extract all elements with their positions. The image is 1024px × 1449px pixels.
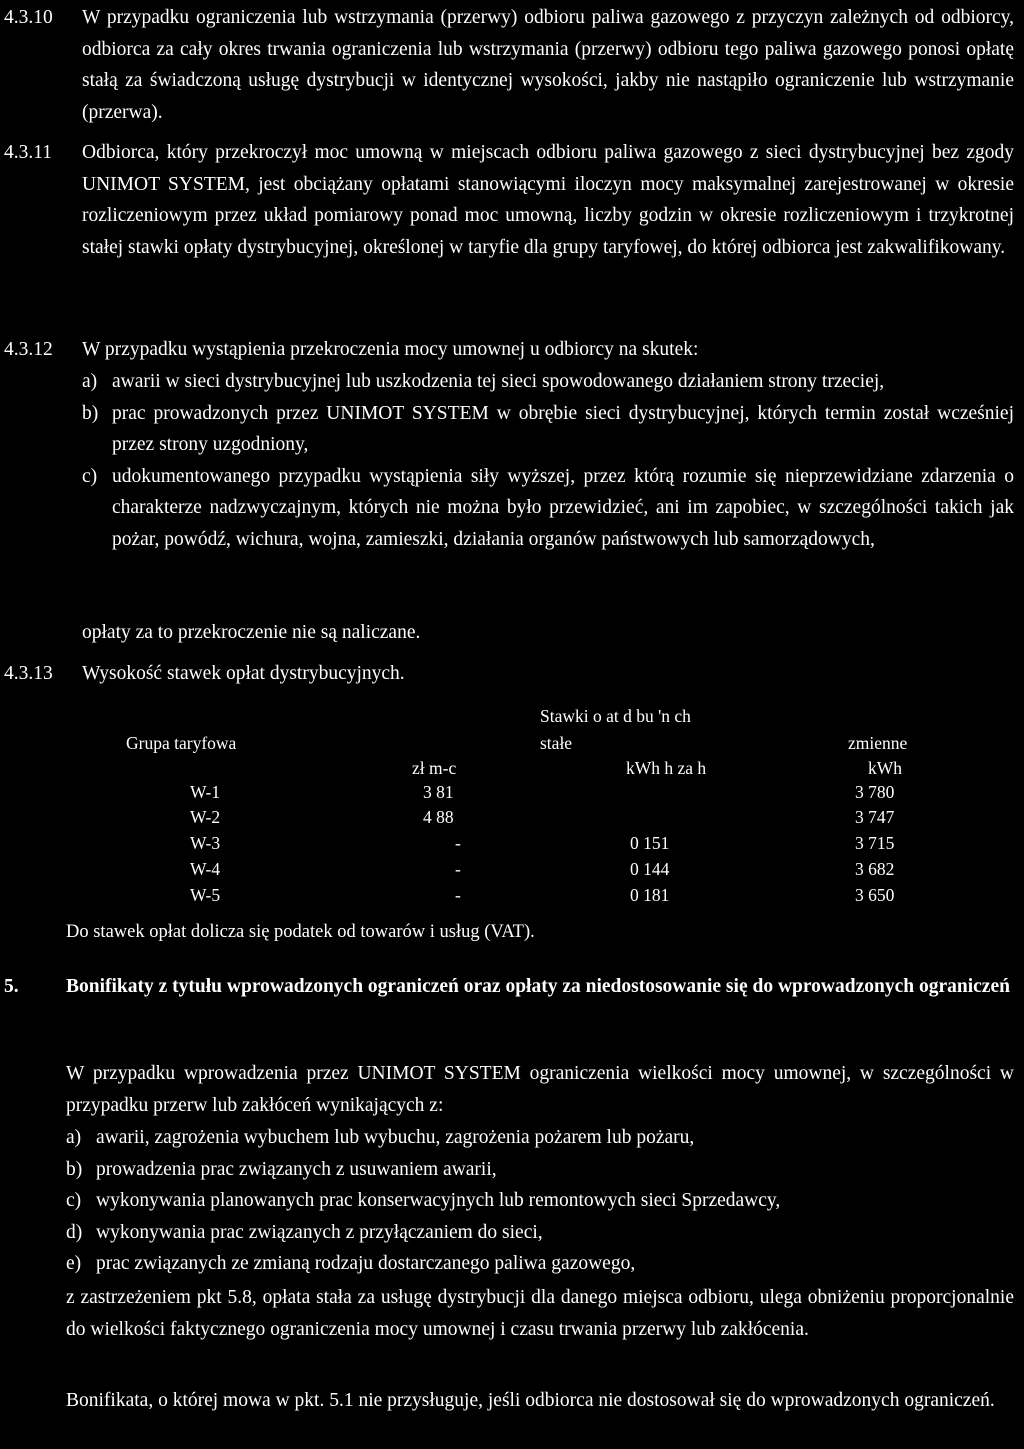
section-5-last-paragraph: Bonifikata, o której mowa w pkt. 5.1 nie przysługuje, jeśli odbiorca nie dostosował się do wprowadzonych ograniczeń.: [66, 1390, 995, 1411]
table-cell-group: W-1: [190, 782, 221, 802]
list-item-text: wykonywania planowanych prac konserwacyjnych lub remontowych sieci Sprzedawcy,: [96, 1190, 781, 1211]
list-item: [66, 1185, 1014, 1217]
list-item-label: c): [82, 465, 98, 487]
list-item-text: prowadzenia prac związanych z usuwaniem awarii,: [96, 1158, 497, 1180]
table-cell-fixed-b: 0 181: [630, 885, 670, 905]
section-5-title: Bonifikaty z tytułu wprowadzonych ograniczeń oraz opłaty za niedostosowanie się do wprowadzonych ograniczeń: [66, 976, 1010, 997]
table-header-variable: zmienne: [848, 733, 908, 753]
table-cell-variable: 3 650: [855, 885, 895, 905]
paragraph-4-3-13-text: Wysokość stawek opłat dystrybucyjnych.: [82, 663, 405, 684]
table-cell-group: W-2: [190, 807, 221, 827]
table-cell-fixed-b: 0 144: [630, 859, 670, 879]
table-header-fixed: stałe: [540, 733, 573, 753]
list-item: [66, 1154, 1014, 1186]
paragraph-4-3-12-list: [82, 366, 1014, 555]
paragraph-number-4-3-12: 4.3.12: [4, 339, 53, 360]
section-5-list: [66, 1122, 1014, 1280]
table-cell-variable: 3 682: [855, 859, 895, 879]
paragraph-number-4-3-11: 4.3.11: [4, 142, 53, 163]
paragraph-number-4-3-13: 4.3.13: [4, 663, 53, 684]
list-item: [82, 398, 1014, 461]
table-unit-variable: kWh: [868, 758, 903, 778]
table-cell-fixed-b: 0 151: [630, 833, 670, 853]
list-item: [82, 461, 1014, 556]
list-item-text: wykonywania prac związanych z przyłączaniem do sieci,: [96, 1221, 543, 1243]
table-cell-fixed-a: -: [455, 833, 461, 853]
table-cell-fixed-a: -: [455, 859, 461, 879]
list-item-label: b): [82, 402, 99, 424]
list-item: [66, 1248, 1014, 1280]
table-cell-variable: 3 715: [855, 833, 895, 853]
section-number-5: 5.: [4, 976, 19, 997]
table-cell-fixed-a: 4 88: [423, 807, 454, 827]
list-item-label: b): [66, 1158, 83, 1180]
list-item-text: prac prowadzonych przez UNIMOT SYSTEM w obrębie sieci dystrybucyjnej, których termin został wcześniej przez strony uzgodniony,: [112, 402, 1014, 455]
table-cell-variable: 3 747: [855, 807, 895, 827]
table-note: Do stawek opłat dolicza się podatek od towarów i usług (VAT).: [66, 922, 535, 942]
list-item-label: e): [66, 1253, 82, 1274]
table-unit-fixed-a: zł m-c: [412, 758, 457, 778]
list-item-text: awarii, zagrożenia wybuchem lub wybuchu, zagrożenia pożarem lub pożaru,: [96, 1127, 695, 1148]
list-item-label: a): [66, 1127, 82, 1148]
list-item-text: awarii w sieci dystrybucyjnej lub uszkodzenia tej sieci spowodowanego działaniem strony trzeciej,: [112, 371, 885, 392]
table-cell-fixed-a: 3 81: [423, 782, 454, 802]
section-5-intro: W przypadku wprowadzenia przez UNIMOT SYSTEM ograniczenia wielkości mocy umownej, w szczególności w przypadku przerw lub zakłóceń wynikających z:: [66, 1063, 1014, 1116]
paragraph-4-3-12-outro: opłaty za to przekroczenie nie są naliczane.: [82, 622, 421, 643]
table-cell-group: W-3: [190, 833, 221, 853]
paragraph-number-4-3-10: 4.3.10: [4, 7, 53, 28]
list-item-label: c): [66, 1190, 82, 1211]
paragraph-4-3-10-text: W przypadku ograniczenia lub wstrzymania (przerwy) odbioru paliwa gazowego z przyczyn zależnych od odbiorcy, odbiorca za cały okres trwania ograniczenia lub wstrzymania (przerwy) odbioru tego paliwa gazowego ponosi opłatę stałą za świadczoną usługę dystrybucji w identycznej wysokości, jakby nie nastąpiło ograniczenie lub wstrzymanie (przerwa).: [82, 7, 1014, 123]
table-cell-variable: 3 780: [855, 782, 895, 802]
table-cell-fixed-a: -: [455, 885, 461, 905]
list-item-text: udokumentowanego przypadku wystąpienia siły wyższej, przez którą rozumie się nieprzewidziane zdarzenia o charakterze nadzwyczajnym, których nie można było przewidzieć, ani im zapobiec, w szczególności takich jak pożar, powódź, wichura, wojna, zamieszki, działania organów państwowych lub samorządowych,: [112, 465, 1014, 550]
list-item: [66, 1122, 1014, 1154]
table-header-group: Grupa taryfowa: [126, 733, 237, 753]
table-header-top: Stawki o at d bu 'n ch: [540, 706, 691, 726]
paragraph-4-3-11-text: Odbiorca, który przekroczył moc umowną w miejscach odbioru paliwa gazowego z sieci dystrybucyjnej bez zgody UNIMOT SYSTEM, jest obciążany opłatami stanowiącymi iloczyn mocy maksymalnej zarejestrowanej w okresie rozliczeniowym przez układ pomiarowy ponad moc umowną, liczby godzin w okresie rozliczeniowym i trzykrotnej stałej stawki opłaty dystrybucyjnej, określonej w taryfie dla grupy taryfowej, do której odbiorca jest zakwalifikowany.: [82, 142, 1014, 258]
table-cell-group: W-4: [190, 859, 221, 879]
list-item-label: d): [66, 1221, 83, 1243]
paragraph-4-3-12-intro: W przypadku wystąpienia przekroczenia mocy umownej u odbiorcy na skutek:: [82, 339, 699, 360]
table-unit-fixed-b: kWh h za h: [626, 758, 707, 778]
list-item-label: a): [82, 371, 98, 392]
section-5-outro: z zastrzeżeniem pkt 5.8, opłata stała za usługę dystrybucji dla danego miejsca odbioru, ulega obniżeniu proporcjonalnie do wielkości faktycznego ograniczenia mocy umownej i czasu trwania przerwy lub zakłócenia.: [66, 1287, 1014, 1340]
list-item: [82, 366, 1014, 398]
list-item: [66, 1217, 1014, 1249]
list-item-text: prac związanych ze zmianą rodzaju dostarczanego paliwa gazowego,: [96, 1253, 636, 1274]
table-cell-group: W-5: [190, 885, 221, 905]
